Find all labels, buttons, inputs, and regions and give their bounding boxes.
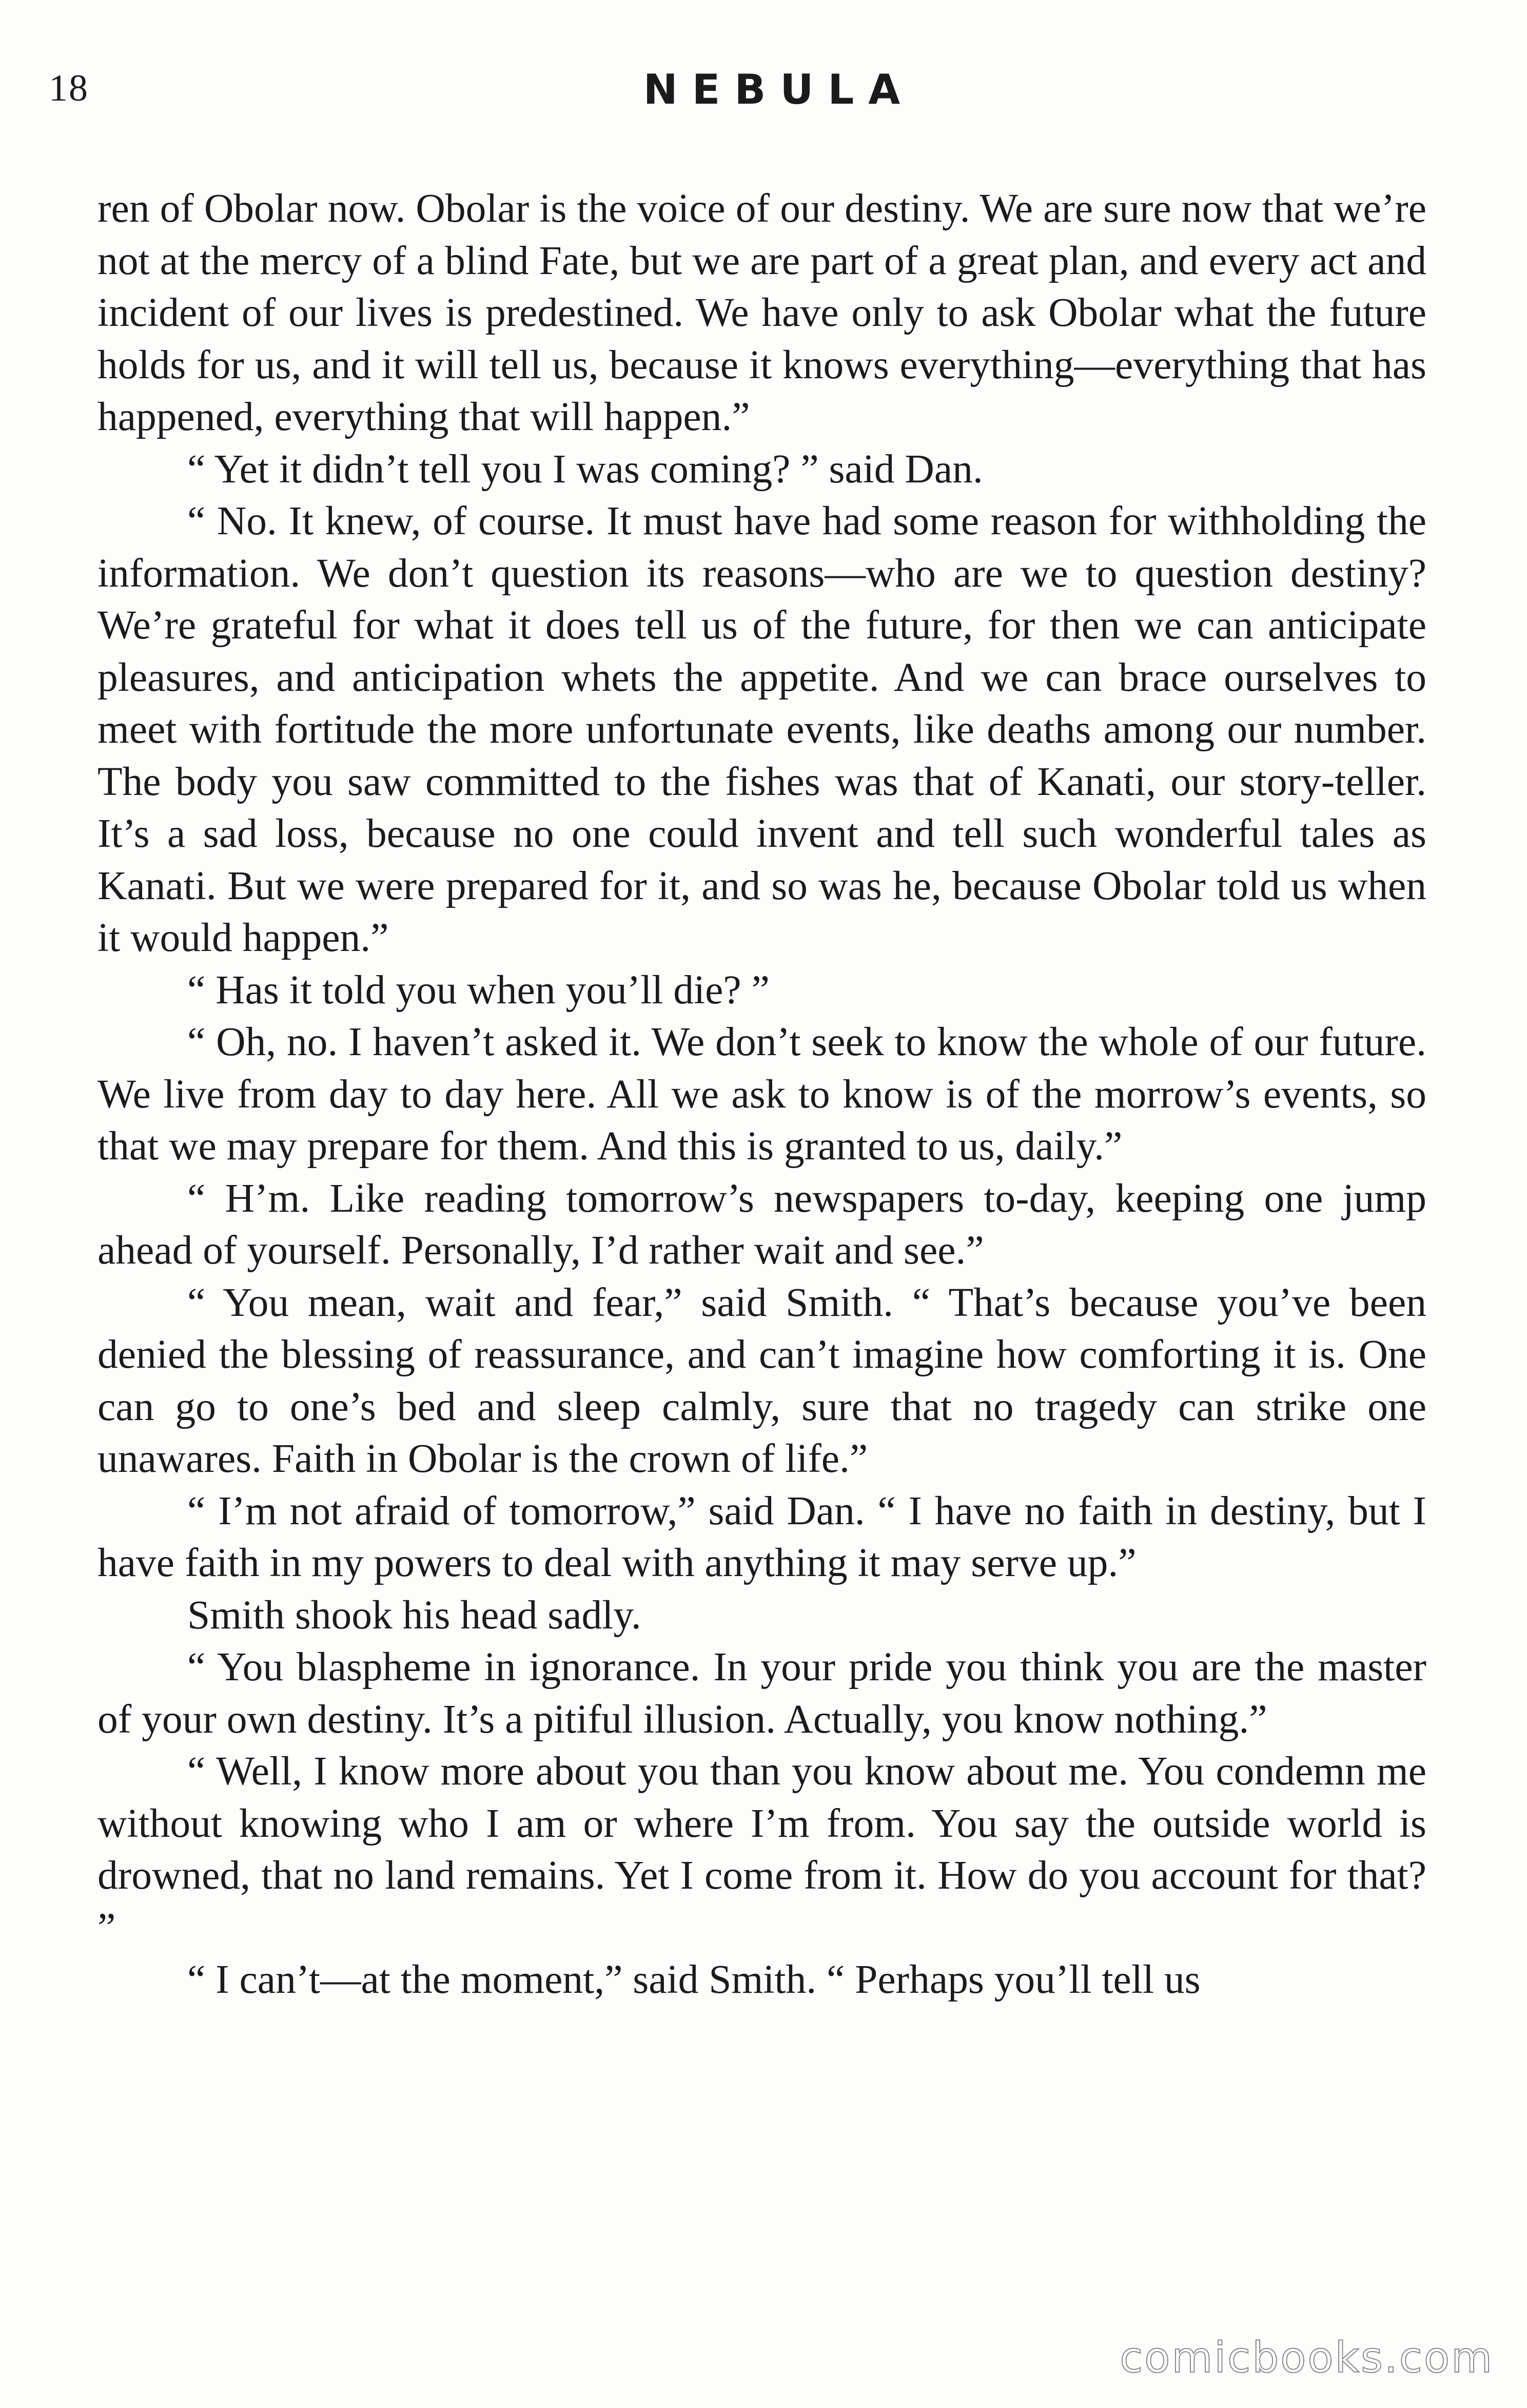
running-head-title: NEBULA	[643, 66, 915, 113]
paragraph: “ Oh, no. I haven’t asked it. We don’t seek to know the whole of our future. We live from day to day here. All we ask to know is of the morrow’s events, so that we may prepare for them. And this is granted to us, daily.”	[97, 1019, 1426, 1169]
paragraph: “ I can’t—at the moment,” said Smith. “ Perhaps you’ll tell us	[187, 1957, 1201, 2002]
paragraph: Smith shook his head sadly.	[187, 1592, 641, 1638]
story-text	[97, 183, 1426, 2006]
paragraph: “ Has it told you when you’ll die? ”	[187, 967, 770, 1013]
paragraph: “ Yet it didn’t tell you I was coming? ” said Dan.	[187, 446, 983, 492]
paragraph: “ You mean, wait and fear,” said Smith. “ That’s because you’ve been denied the blessing of reassurance, and can’t imagine how comforting it is. One can go to one’s bed and sleep calmly, sure that no tragedy can strike one unawares. Faith in Obolar is the crown of life.”	[97, 1279, 1426, 1481]
paragraph: “ H’m. Like reading tomorrow’s newspapers to-day, keeping one jump ahead of yourself. Personally, I’d rather wait and see.”	[97, 1175, 1426, 1273]
paragraph: ren of Obolar now. Obolar is the voice of our destiny. We are sure now that we’re not at the mercy of a blind Fate, but we are part of a great plan, and every act and incident of our lives is predestined. We have only to ask Obolar what the future holds for us, and it will tell us, because it knows everything—everything that has happened, everything that will happen.”	[97, 186, 1426, 439]
paragraph: “ Well, I know more about you than you know about me. You condemn me without knowing who I am or where I’m from. You say the outside world is drowned, that no land remains. Yet I come from it. How do you account for that? ”	[97, 1749, 1426, 1950]
paragraph: “ You blaspheme in ignorance. In your pride you think you are the master of your own destiny. It’s a pitiful illusion. Actually, you know nothing.”	[97, 1644, 1426, 1742]
source-watermark: comicbooks.com	[1120, 2334, 1494, 2382]
page-number: 18	[49, 67, 89, 109]
paragraph: “ No. It knew, of course. It must have had some reason for withholding the information. We don’t question its reasons—who are we to question destiny? We’re grateful for what it does tell us of the future, for then we can anticipate pleasures, and anticipation whets the appetite. And we can brace ourselves to meet with fortitude the more unfortunate events, like deaths among our number. The body you saw committed to the fishes was that of Kanati, our story-teller. It’s a sad loss, because no one could invent and tell such wonderful tales as Kanati. But we were prepared for it, and so was he, because Obolar told us when it would happen.”	[97, 498, 1426, 960]
paragraph: “ I’m not afraid of tomorrow,” said Dan. “ I have no faith in destiny, but I have faith in my powers to deal with anything it may serve up.”	[97, 1488, 1426, 1585]
